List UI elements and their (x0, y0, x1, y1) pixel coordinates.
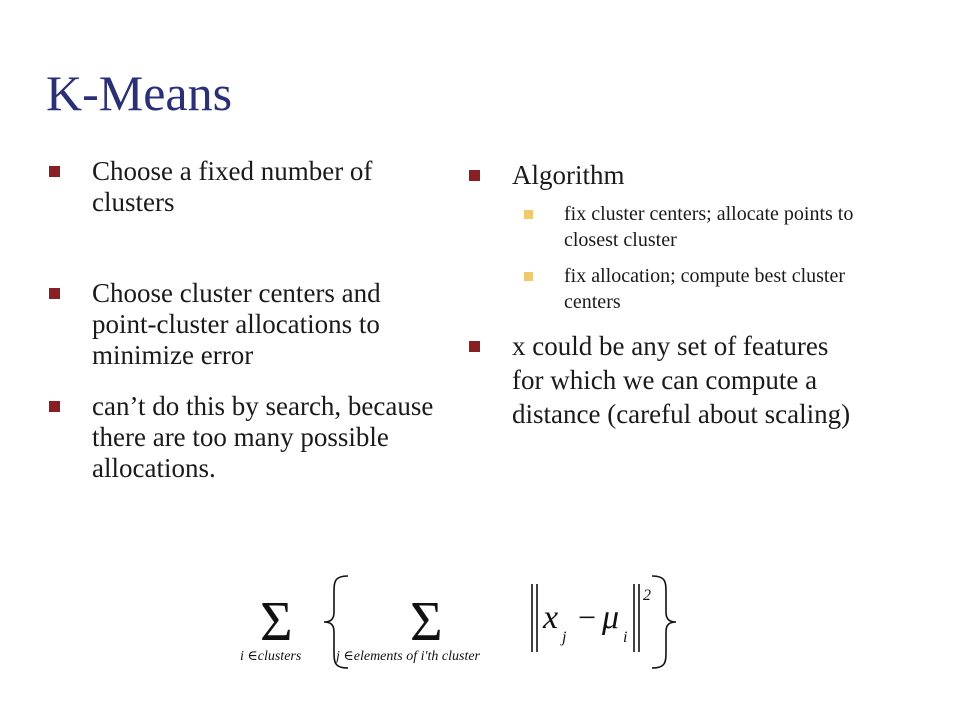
bullet-text: Algorithm (512, 160, 625, 190)
bullet-text: Choose cluster centers and point-cluster allocations to minimize error (92, 278, 381, 370)
mu-subscript: i (623, 629, 628, 646)
bullet-square-icon (469, 341, 480, 352)
inner-sum-symbol: Σ (410, 591, 443, 653)
right-brace (652, 576, 676, 668)
bullet-square-icon (469, 170, 480, 181)
left-column (46, 156, 446, 484)
bullet-text: Choose a fixed number of clusters (92, 156, 373, 217)
mu-symbol: μ (602, 599, 620, 636)
norm-exponent: 2 (643, 587, 651, 604)
sub-bullet-square-icon (524, 210, 533, 219)
sub-bullet-fix-allocation (466, 263, 866, 315)
sub-bullet-text: fix cluster centers; allocate points to closest cluster (564, 203, 854, 251)
bullet-square-icon (49, 166, 60, 177)
kmeans-objective-formula (238, 572, 678, 672)
bullet-square-icon (49, 401, 60, 412)
sub-bullet-text: fix allocation; compute best cluster centers (564, 265, 846, 313)
outer-sum-symbol: Σ (260, 591, 293, 653)
sub-bullet-fix-centers (466, 201, 866, 253)
inner-sum-index: j ∈elements of i'th cluster (336, 649, 480, 664)
bullet-search (46, 391, 446, 484)
right-column (466, 160, 866, 431)
bullet-text: x could be any set of features for which we can compute a distance (careful about scaling) (512, 331, 851, 429)
outer-sum-index: i ∈clusters (240, 649, 302, 664)
slide-title: K-Means (46, 65, 233, 121)
minus-symbol: − (578, 599, 597, 635)
bullet-x-features (466, 329, 866, 431)
bullet-text: can’t do this by search, because there are too many possible allocations. (92, 391, 434, 483)
bullet-fixed-number (46, 156, 446, 218)
sub-bullet-square-icon (524, 272, 533, 281)
bullet-square-icon (49, 288, 60, 299)
x-symbol: x (543, 599, 559, 636)
bullet-algorithm (466, 160, 866, 191)
x-subscript: j (562, 629, 567, 646)
bullet-cluster-centers (46, 278, 446, 371)
